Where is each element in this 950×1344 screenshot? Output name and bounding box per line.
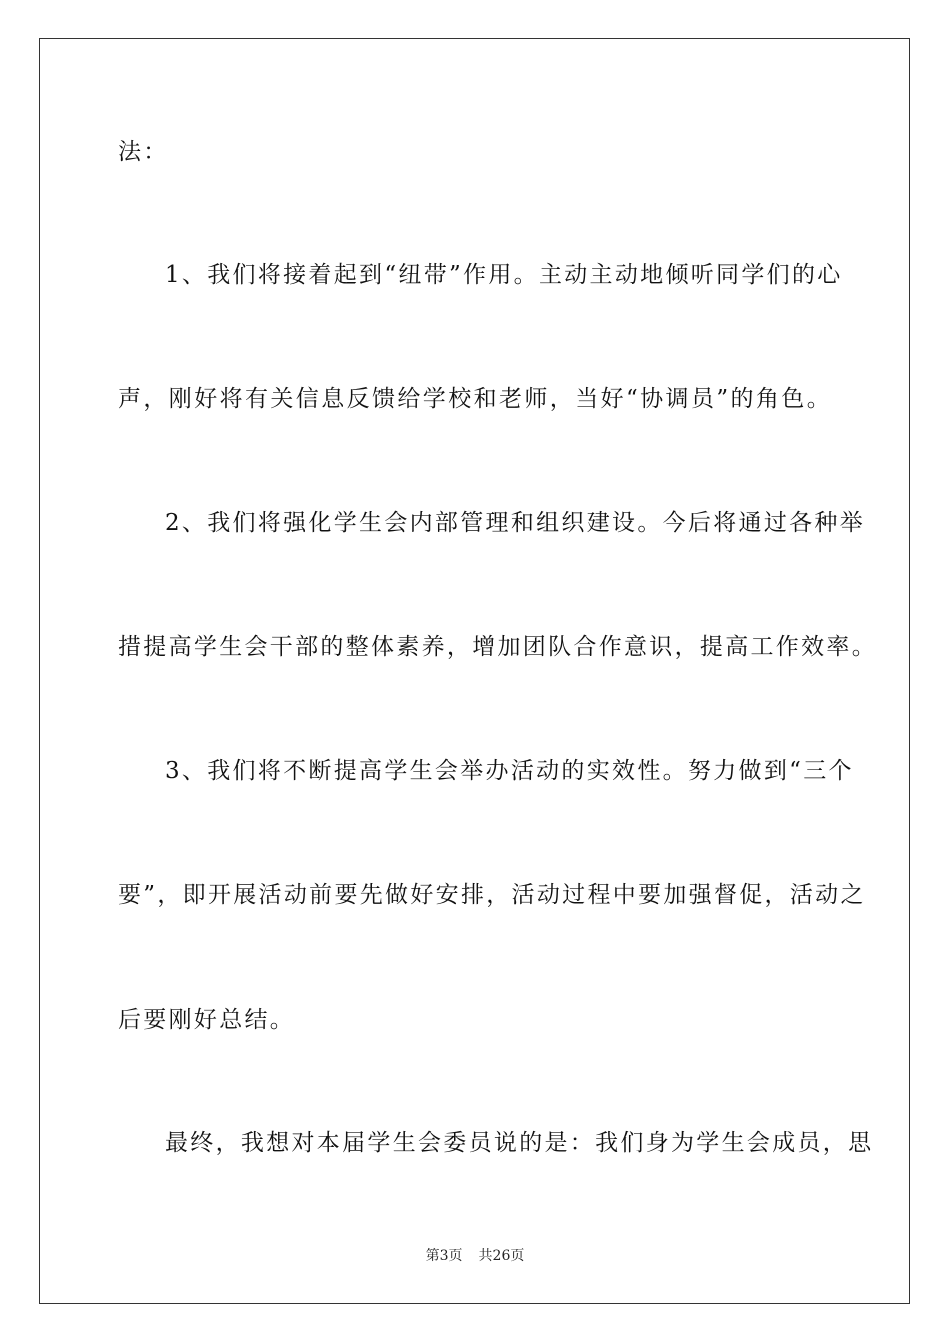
text-line-7: 要”，即开展活动前要先做好安排，活动过程中要加强督促，活动之 (118, 882, 866, 908)
text-line-8: 后要刚好总结。 (118, 1007, 296, 1033)
page-footer (0, 1247, 950, 1265)
page-border (39, 38, 910, 1304)
text-line-2: 1、我们将接着起到“纽带”作用。主动主动地倾听同学们的心 (165, 262, 843, 288)
page-total: 共26页 (478, 1248, 525, 1264)
text-line-4: 2、我们将强化学生会内部管理和组织建设。今后将通过各种举 (165, 510, 866, 536)
page-number: 第3页 (425, 1248, 463, 1264)
text-line-1: 法： (118, 139, 169, 165)
text-line-3: 声，刚好将有关信息反馈给学校和老师，当好“协调员”的角色。 (118, 386, 832, 412)
text-line-5: 措提高学生会干部的整体素养，增加团队合作意识，提高工作效率。 (118, 634, 877, 660)
text-line-9: 最终，我想对本届学生会委员说的是：我们身为学生会成员，思 (165, 1130, 874, 1156)
text-line-6: 3、我们将不断提高学生会举办活动的实效性。努力做到“三个 (165, 758, 854, 784)
